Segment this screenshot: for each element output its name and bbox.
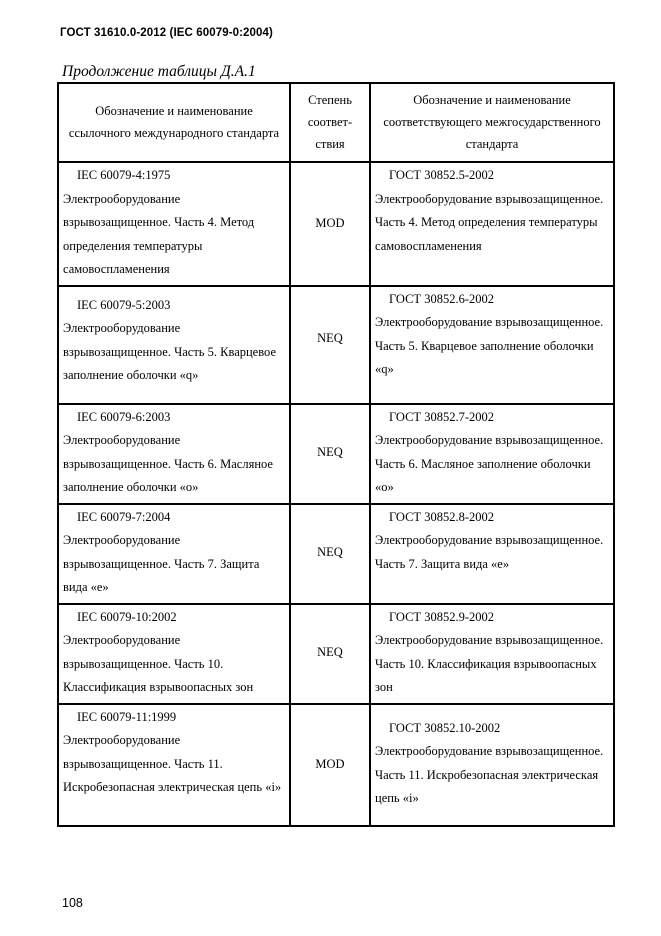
reference-standards-table: [57, 82, 615, 827]
table-header-row: [58, 83, 614, 162]
interstate-standard-code: ГОСТ 30852.9-2002: [389, 609, 494, 624]
international-standard-code: IEC 60079-10:2002: [77, 609, 177, 624]
interstate-standard-code: ГОСТ 30852.10-2002: [389, 720, 501, 735]
page-number: 108: [62, 896, 83, 910]
international-standard-code: IEC 60079-5:2003: [77, 297, 171, 312]
interstate-standard-code: ГОСТ 30852.7-2002: [389, 409, 494, 424]
international-standard-title: Электрооборудование взрывозащищенное. Часть 7. Защита вида «е»: [63, 533, 260, 594]
international-standard-cell: [58, 704, 290, 826]
interstate-standard-title: Электрооборудование взрывозащищенное. Часть 4. Метод определения температуры самовоспламенения: [375, 191, 604, 253]
conformity-degree: MOD: [290, 162, 370, 286]
international-standard-code: IEC 60079-6:2003: [77, 409, 171, 424]
international-standard-title: Электрооборудование взрывозащищенное. Часть 6. Масляное заполнение оболочки «о»: [63, 433, 273, 494]
table-row: [58, 604, 614, 704]
international-standard-cell: [58, 286, 290, 404]
table-row: [58, 286, 614, 404]
interstate-standard-cell: [370, 604, 614, 704]
column-header-international: Обозначение и наименование ссылочного международного стандарта: [58, 83, 290, 162]
table-caption: Продолжение таблицы Д.А.1: [62, 63, 256, 80]
international-standard-code: IEC 60079-7:2004: [77, 509, 171, 524]
column-header-interstate: Обозначение и наименование соответствующего межгосударственного стандарта: [370, 83, 614, 162]
conformity-degree: NEQ: [290, 504, 370, 604]
international-standard-code: IEC 60079-11:1999: [77, 709, 177, 724]
international-standard-cell: [58, 162, 290, 286]
column-header-degree: Степень соответ-ствия: [290, 83, 370, 162]
interstate-standard-cell: [370, 504, 614, 604]
table-row: [58, 162, 614, 286]
interstate-standard-code: ГОСТ 30852.5-2002: [389, 168, 494, 182]
interstate-standard-cell: [370, 162, 614, 286]
interstate-standard-title: Электрооборудование взрывозащищенное. Часть 6. Масляное заполнение оболочки «о»: [375, 433, 604, 494]
interstate-standard-title: Электрооборудование взрывозащищенное. Часть 5. Кварцевое заполнение оболочки «q»: [375, 315, 604, 376]
table-row: [58, 504, 614, 604]
document-header: ГОСТ 31610.0-2012 (IEC 60079-0:2004): [60, 27, 273, 39]
conformity-degree: NEQ: [290, 286, 370, 404]
interstate-standard-code: ГОСТ 30852.6-2002: [389, 291, 494, 306]
international-standard-code: IEC 60079-4:1975: [77, 168, 171, 182]
interstate-standard-cell: [370, 704, 614, 826]
international-standard-cell: [58, 404, 290, 504]
international-standard-title: Электрооборудование взрывозащищенное. Часть 5. Кварцевое заполнение оболочки «q»: [63, 321, 276, 382]
interstate-standard-cell: [370, 404, 614, 504]
international-standard-title: Электрооборудование взрывозащищенное. Часть 4. Метод определения температуры самовоспламенения: [63, 191, 255, 276]
international-standard-cell: [58, 604, 290, 704]
interstate-standard-cell: [370, 286, 614, 404]
international-standard-title: Электрооборудование взрывозащищенное. Часть 10. Классификация взрывоопасных зон: [63, 633, 254, 694]
international-standard-title: Электрооборудование взрывозащищенное. Часть 11. Искробезопасная электрическая цепь «i»: [63, 733, 282, 794]
conformity-degree: MOD: [290, 704, 370, 826]
table-row: [58, 704, 614, 826]
interstate-standard-title: Электрооборудование взрывозащищенное. Часть 7. Защита вида «е»: [375, 533, 604, 571]
interstate-standard-title: Электрооборудование взрывозащищенное. Часть 11. Искробезопасная электрическая цепь «i»: [375, 744, 604, 805]
conformity-degree: NEQ: [290, 404, 370, 504]
interstate-standard-title: Электрооборудование взрывозащищенное. Часть 10. Классификация взрывоопасных зон: [375, 633, 604, 694]
conformity-degree: NEQ: [290, 604, 370, 704]
table-row: [58, 404, 614, 504]
interstate-standard-code: ГОСТ 30852.8-2002: [389, 509, 494, 524]
international-standard-cell: [58, 504, 290, 604]
